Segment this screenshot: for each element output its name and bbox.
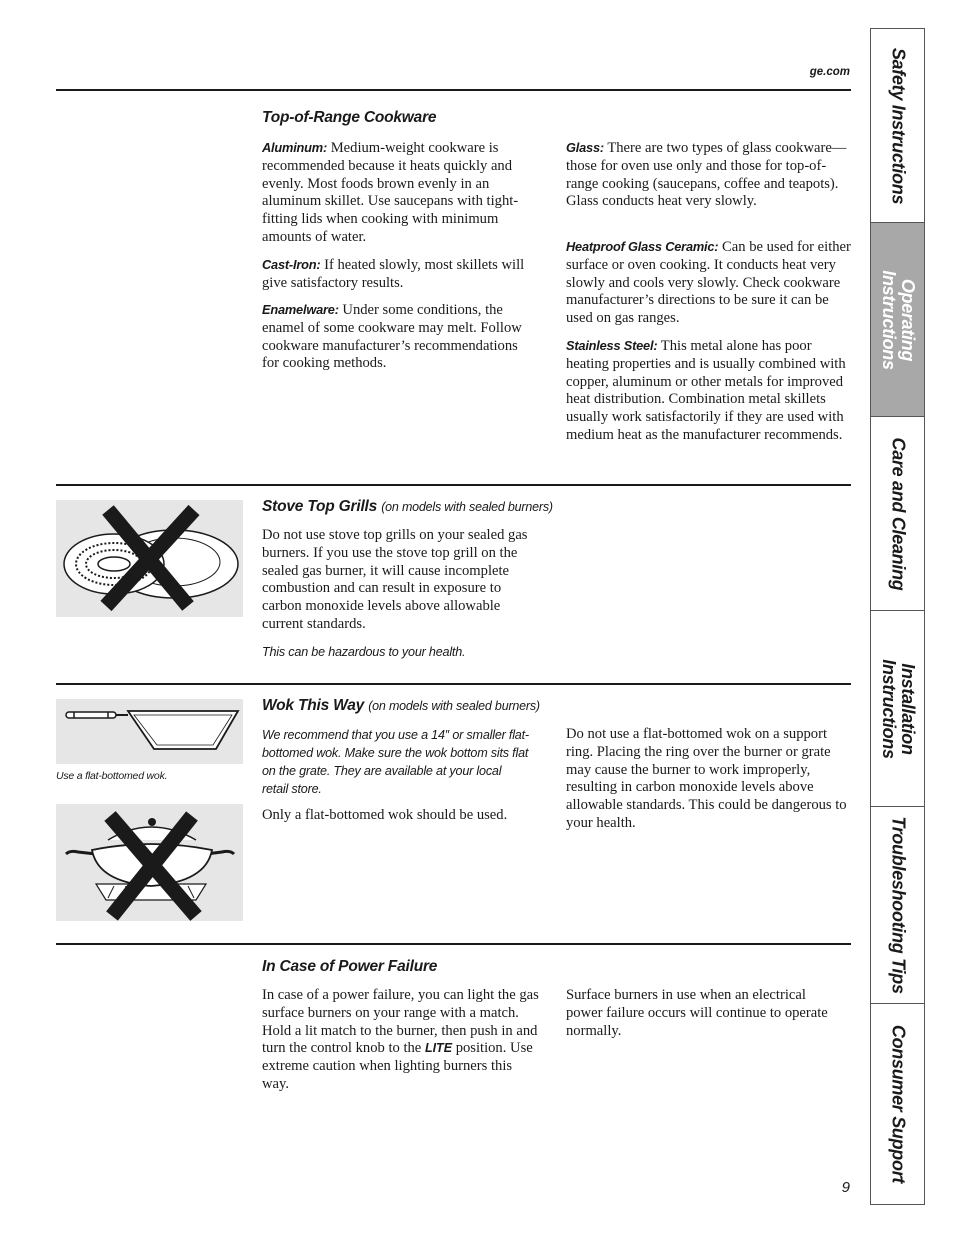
section-tabs [870, 28, 925, 1205]
cast-iron-text: If heated slowly, most skillets will give satisfactory results. [262, 257, 525, 291]
grills-title: Stove Top Grills [262, 498, 378, 515]
power-paragraph [262, 987, 542, 1094]
tab-troubleshooting-tips[interactable] [871, 807, 924, 1004]
wok-recommend-paragraph: We recommend that you use a 14″ or smaller flat-bottomed wok. Make sure the wok bottom sits flat on the grate. They are available at your local retail store. [262, 728, 529, 796]
flat-wok-illustration [56, 699, 243, 764]
stainless-lead: Stainless Steel: [566, 338, 658, 353]
cast-iron-paragraph [262, 256, 542, 293]
tab-label-consumer: Consumer Support [888, 1024, 908, 1184]
grills-rule [56, 484, 851, 486]
enamelware-paragraph [262, 301, 528, 373]
tab-label-care: Care and Cleaning [888, 437, 908, 590]
heatproof-text: Can be used for either surface or oven cooking. It conducts heat very slowly and cools very slowly. Check cookware manufacturer’s directions to be sure it can be used on gas ranges. [566, 239, 851, 327]
tab-label-safety: Safety Instructions [888, 47, 908, 204]
tab-operating-instructions[interactable] [871, 223, 924, 417]
heatproof-paragraph [566, 238, 852, 328]
power-text-after: position. Use extreme caution when lighting burners this way. [262, 1040, 533, 1092]
wok-ring-illustration [56, 804, 243, 921]
heatproof-lead: Heatproof Glass Ceramic: [566, 239, 719, 254]
cookware-heading: Top-of-Range Cookware [262, 109, 437, 126]
grill-crossed-out-icon [56, 500, 243, 617]
grills-heading [262, 498, 553, 516]
tab-installation-instructions[interactable] [871, 611, 924, 807]
power-rule [56, 943, 851, 945]
stainless-paragraph [566, 337, 850, 445]
tab-label-operating [879, 270, 917, 370]
flat-bottomed-wok-icon [56, 699, 243, 764]
wok-rule [56, 683, 851, 685]
tab-consumer-support[interactable] [871, 1004, 924, 1204]
stainless-text: This metal alone has poor heating properties and is usually combined with copper, aluminum or other metals for improved heat distribution. Combination metal skillets usually work satisfactorily if they are used with medium heat as the manufacturer recommends. [566, 338, 846, 443]
enamelware-lead: Enamelware: [262, 302, 339, 317]
grills-note: This can be hazardous to your health. [262, 645, 466, 659]
wok-only-paragraph: Only a flat-bottomed wok should be used. [262, 807, 508, 823]
lite-position-label: LITE [424, 1041, 453, 1056]
wok-title: Wok This Way [262, 697, 365, 714]
stove-grill-illustration [56, 500, 243, 617]
aluminum-lead: Aluminum: [262, 140, 328, 155]
glass-paragraph [566, 139, 850, 211]
wok-warning-paragraph: Do not use a flat-bottomed wok on a support ring. Placing the ring over the burner or grate may cause the burner to work improperly, resulting in carbon monoxide levels above allowable standards. This could be dangerous to your health. [566, 726, 847, 831]
page-number: 9 [841, 1179, 850, 1196]
wok-heading [262, 697, 540, 715]
glass-lead: Glass: [566, 140, 604, 155]
tab-label-installation-text: Installation Instructions [878, 658, 918, 759]
power-text-before: In case of a power failure, you can light the gas surface burners on your range with a match. Hold a lit match to the burner, then push in and turn the control knob to the [262, 987, 539, 1057]
tab-label-installation [879, 654, 917, 764]
site-url: ge.com [809, 66, 850, 78]
top-rule [56, 89, 851, 91]
grills-subtitle: (on models with sealed burners) [381, 500, 553, 514]
wok-on-ring-crossed-out-icon [56, 804, 243, 921]
enamelware-text: Under some conditions, the enamel of some cookware may melt. Follow cookware manufacturer’s recommendations for cooking methods. [262, 302, 522, 372]
tab-label-operating-text: Operating Instructions [878, 269, 918, 370]
glass-text: There are two types of glass cookware—those for oven use only and those for top-of-range cooking (saucepans, coffee and teapots). Glass conducts heat very slowly. [566, 140, 847, 210]
power-right-paragraph: Surface burners in use when an electrical power failure occurs will continue to operate normally. [566, 987, 828, 1039]
wok-caption: Use a flat-bottomed wok. [56, 770, 168, 782]
tab-label-troubleshooting: Troubleshooting Tips [888, 816, 908, 994]
power-heading: In Case of Power Failure [262, 958, 438, 975]
grills-paragraph: Do not use stove top grills on your sealed gas burners. If you use the stove top grill on the sealed gas burner, it will cause incomplete combustion and can result in exposure to carbon monoxide levels above allowable current standards. [262, 527, 528, 632]
tab-care-and-cleaning[interactable] [871, 417, 924, 611]
wok-subtitle: (on models with sealed burners) [368, 699, 540, 713]
tab-safety-instructions[interactable] [871, 29, 924, 223]
cast-iron-lead: Cast-Iron: [262, 257, 321, 272]
aluminum-paragraph [262, 139, 542, 247]
aluminum-text: Medium-weight cookware is recommended because it heats quickly and evenly. Most foods brown evenly in an aluminum skillet. Use saucepans with tight-fitting lids when cooking with minimum amounts of water. [262, 140, 519, 245]
